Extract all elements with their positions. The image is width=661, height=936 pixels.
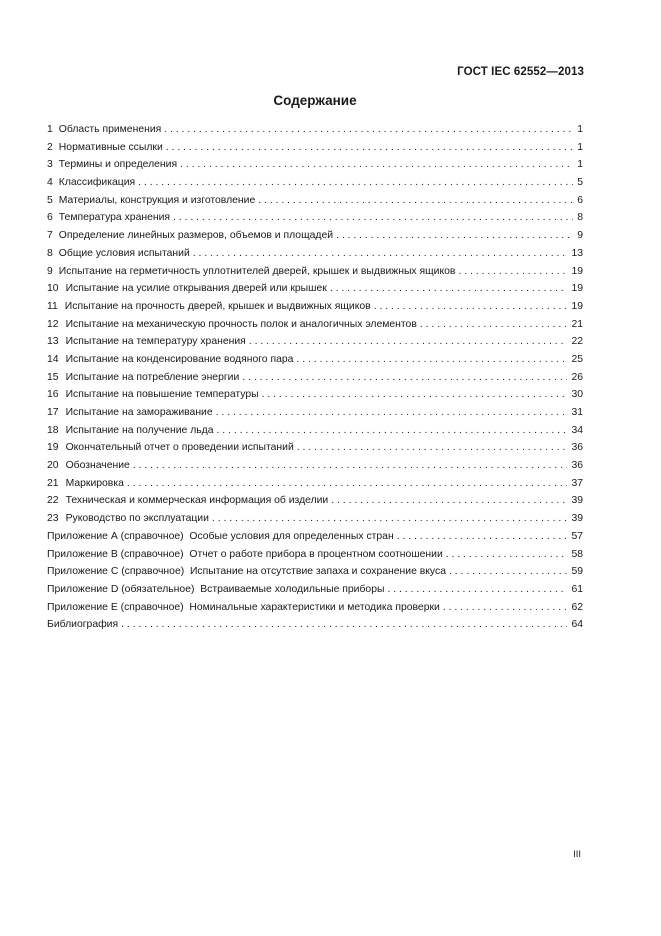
toc-entry-page: 39 <box>571 495 583 507</box>
toc-entry-label: Испытание на температуру хранения <box>65 336 246 348</box>
toc-entry-number: 19 <box>47 442 59 454</box>
toc-entry-label: Приложение С (справочное) Испытание на отсутствие запаха и сохранение вкуса <box>47 566 446 578</box>
toc-entry <box>47 528 583 546</box>
toc-entry-label: Приложение В (справочное) Отчет о работе прибора в процентном соотношении <box>47 548 443 560</box>
toc-entry-page: 36 <box>571 460 583 472</box>
toc-entry <box>47 174 583 192</box>
toc-entry-number: 21 <box>47 477 59 489</box>
toc-entry <box>47 581 583 599</box>
toc-entry <box>47 351 583 369</box>
toc-entry <box>47 404 583 422</box>
toc-entry-page: 58 <box>571 548 583 560</box>
toc-entry-number: 8 <box>47 247 53 259</box>
toc-dot-leader <box>133 457 568 475</box>
toc-entry-number: 5 <box>47 194 53 206</box>
toc-dot-leader <box>449 563 567 581</box>
toc-entry <box>47 457 583 475</box>
toc-entry <box>47 369 583 387</box>
toc-entry <box>47 546 583 564</box>
toc-entry-number: 18 <box>47 424 59 436</box>
toc-dot-leader <box>336 227 573 245</box>
document-code: ГОСТ IEC 62552—2013 <box>457 66 584 78</box>
toc-entry-page: 1 <box>577 159 583 171</box>
toc-dot-leader <box>180 156 573 174</box>
toc-entry-page: 36 <box>571 442 583 454</box>
toc-entry-label: Руководство по эксплуатации <box>65 513 209 525</box>
toc-entry-label: Библиография <box>47 619 119 631</box>
toc-entry <box>47 563 583 581</box>
toc-entry-page: 21 <box>571 318 583 330</box>
toc-entry-number: 12 <box>47 318 59 330</box>
toc-entry-page: 39 <box>571 513 583 525</box>
toc-entry-page: 6 <box>577 194 583 206</box>
toc-dot-leader <box>262 386 568 404</box>
toc-dot-leader <box>446 546 568 564</box>
toc-entry-number: 9 <box>47 265 53 277</box>
toc-entry-number: 20 <box>47 460 59 472</box>
toc-entry-number: 2 <box>47 141 53 153</box>
toc-dot-leader <box>212 510 568 528</box>
toc-entry-page: 34 <box>571 424 583 436</box>
toc-entry-label: Классификация <box>58 177 136 189</box>
toc-entry-number: 10 <box>47 283 59 295</box>
toc-entry-page: 64 <box>571 619 583 631</box>
toc-entry <box>47 386 583 404</box>
toc-entry-label: Общие условия испытаний <box>58 247 190 259</box>
toc-entry <box>47 492 583 510</box>
toc-entry-page: 61 <box>571 583 583 595</box>
toc-entry-page: 30 <box>571 389 583 401</box>
toc-entry-page: 9 <box>577 230 583 242</box>
toc-dot-leader <box>138 174 573 192</box>
toc-entry <box>47 156 583 174</box>
toc-entry-number: 4 <box>47 177 53 189</box>
toc-dot-leader <box>387 581 567 599</box>
toc-entry-number: 3 <box>47 159 53 171</box>
toc-entry-page: 59 <box>571 566 583 578</box>
toc-entry-label: Область применения <box>58 124 162 135</box>
toc-entry-page: 19 <box>571 300 583 312</box>
toc-entry-page: 37 <box>571 477 583 489</box>
toc-dot-leader <box>216 404 568 422</box>
toc-entry-label: Окончательный отчет о проведении испытаний <box>65 442 294 454</box>
toc-entry-number: 22 <box>47 495 59 507</box>
toc-entry-page: 62 <box>571 601 583 613</box>
toc-entry-page: 22 <box>571 336 583 348</box>
toc-entry <box>47 616 583 634</box>
toc-dot-leader <box>374 298 568 316</box>
toc-dot-leader <box>127 475 568 493</box>
toc-entry <box>47 121 583 139</box>
toc-entry <box>47 245 583 263</box>
toc-entry <box>47 439 583 457</box>
toc-entry-label: Испытание на получение льда <box>65 424 214 436</box>
toc-entry-number: 6 <box>47 212 53 224</box>
toc-entry-label: Испытание на конденсирование водяного пара <box>65 353 294 365</box>
toc-dot-leader <box>330 280 568 298</box>
toc-dot-leader <box>258 192 573 210</box>
toc-entry-label: Термины и определения <box>58 159 178 171</box>
toc-dot-leader <box>297 439 568 457</box>
toc-entry <box>47 422 583 440</box>
toc-entry-label: Определение линейных размеров, объемов и площадей <box>58 230 334 242</box>
toc-entry-page: 1 <box>577 124 583 135</box>
toc-entry-label: Материалы, конструкция и изготовление <box>58 194 256 206</box>
toc-entry-page: 8 <box>577 212 583 224</box>
toc-entry-number: 11 <box>47 300 58 312</box>
toc-entry <box>47 599 583 617</box>
toc-entry-page: 1 <box>577 141 583 153</box>
page-number: III <box>573 849 581 860</box>
toc-dot-leader <box>121 616 567 634</box>
toc-dot-leader <box>296 351 567 369</box>
toc-entry-label: Испытание на механическую прочность полок и аналогичных элементов <box>65 318 417 330</box>
toc-dot-leader <box>397 528 568 546</box>
toc-entry-label: Маркировка <box>65 477 124 489</box>
toc-entry-number: 13 <box>47 336 59 348</box>
toc-entry <box>47 298 583 316</box>
toc-dot-leader <box>173 209 573 227</box>
toc-entry <box>47 139 583 157</box>
toc-entry-page: 13 <box>571 247 583 259</box>
toc-dot-leader <box>217 422 568 440</box>
toc-dot-leader <box>458 263 567 281</box>
toc-entry-page: 26 <box>571 371 583 383</box>
toc-entry-label: Обозначение <box>65 460 130 472</box>
toc-entry-number: 14 <box>47 353 59 365</box>
toc-dot-leader <box>193 245 568 263</box>
toc-dot-leader <box>331 492 567 510</box>
toc-entry-page: 5 <box>577 177 583 189</box>
toc-entry-label: Нормативные ссылки <box>58 141 163 153</box>
toc-entry-number: 7 <box>47 230 53 242</box>
toc-entry <box>47 209 583 227</box>
toc-entry-page: 19 <box>571 283 583 295</box>
toc-entry-label: Испытание на повышение температуры <box>65 389 259 401</box>
toc-entry <box>47 227 583 245</box>
toc-entry-label: Испытание на герметичность уплотнителей дверей, крышек и выдвижных ящиков <box>58 265 456 277</box>
toc-entry-label: Испытание на прочность дверей, крышек и выдвижных ящиков <box>64 300 371 312</box>
toc-entry-number: 17 <box>47 407 59 418</box>
toc-entry-number: 15 <box>47 371 59 383</box>
toc-dot-leader <box>164 121 573 139</box>
toc-entry-label: Испытание на потребление энергии <box>65 371 240 383</box>
toc-entry-label: Испытание на усилие открывания дверей или крышек <box>65 283 327 295</box>
toc-entry-page: 25 <box>571 353 583 365</box>
toc-dot-leader <box>166 139 573 157</box>
toc-entry-number: 16 <box>47 389 59 401</box>
toc-entry <box>47 280 583 298</box>
toc-entry-page: 19 <box>571 265 583 277</box>
toc-dot-leader <box>420 316 568 334</box>
toc-entry-label: Приложение А (справочное) Особые условия для определенных стран <box>47 530 394 542</box>
table-of-contents <box>47 121 583 634</box>
toc-entry-number: 23 <box>47 513 59 525</box>
toc-dot-leader <box>443 599 568 617</box>
toc-entry-page: 31 <box>571 407 583 418</box>
toc-entry <box>47 333 583 351</box>
toc-title: Содержание <box>273 93 357 108</box>
toc-dot-leader <box>242 369 567 387</box>
toc-entry-page: 57 <box>571 530 583 542</box>
toc-entry-label: Температура хранения <box>58 212 171 224</box>
toc-entry <box>47 510 583 528</box>
toc-entry-label: Техническая и коммерческая информация об изделии <box>65 495 329 507</box>
toc-entry <box>47 263 583 281</box>
toc-dot-leader <box>249 333 568 351</box>
toc-entry <box>47 192 583 210</box>
toc-entry <box>47 316 583 334</box>
toc-entry-label: Приложение D (обязательное) Встраиваемые холодильные приборы <box>47 583 385 595</box>
toc-entry-label: Приложение Е (справочное) Номинальные характеристики и методика проверки <box>47 601 440 613</box>
toc-entry-number: 1 <box>47 124 53 135</box>
toc-entry-label: Испытание на замораживание <box>65 407 213 418</box>
toc-entry <box>47 475 583 493</box>
